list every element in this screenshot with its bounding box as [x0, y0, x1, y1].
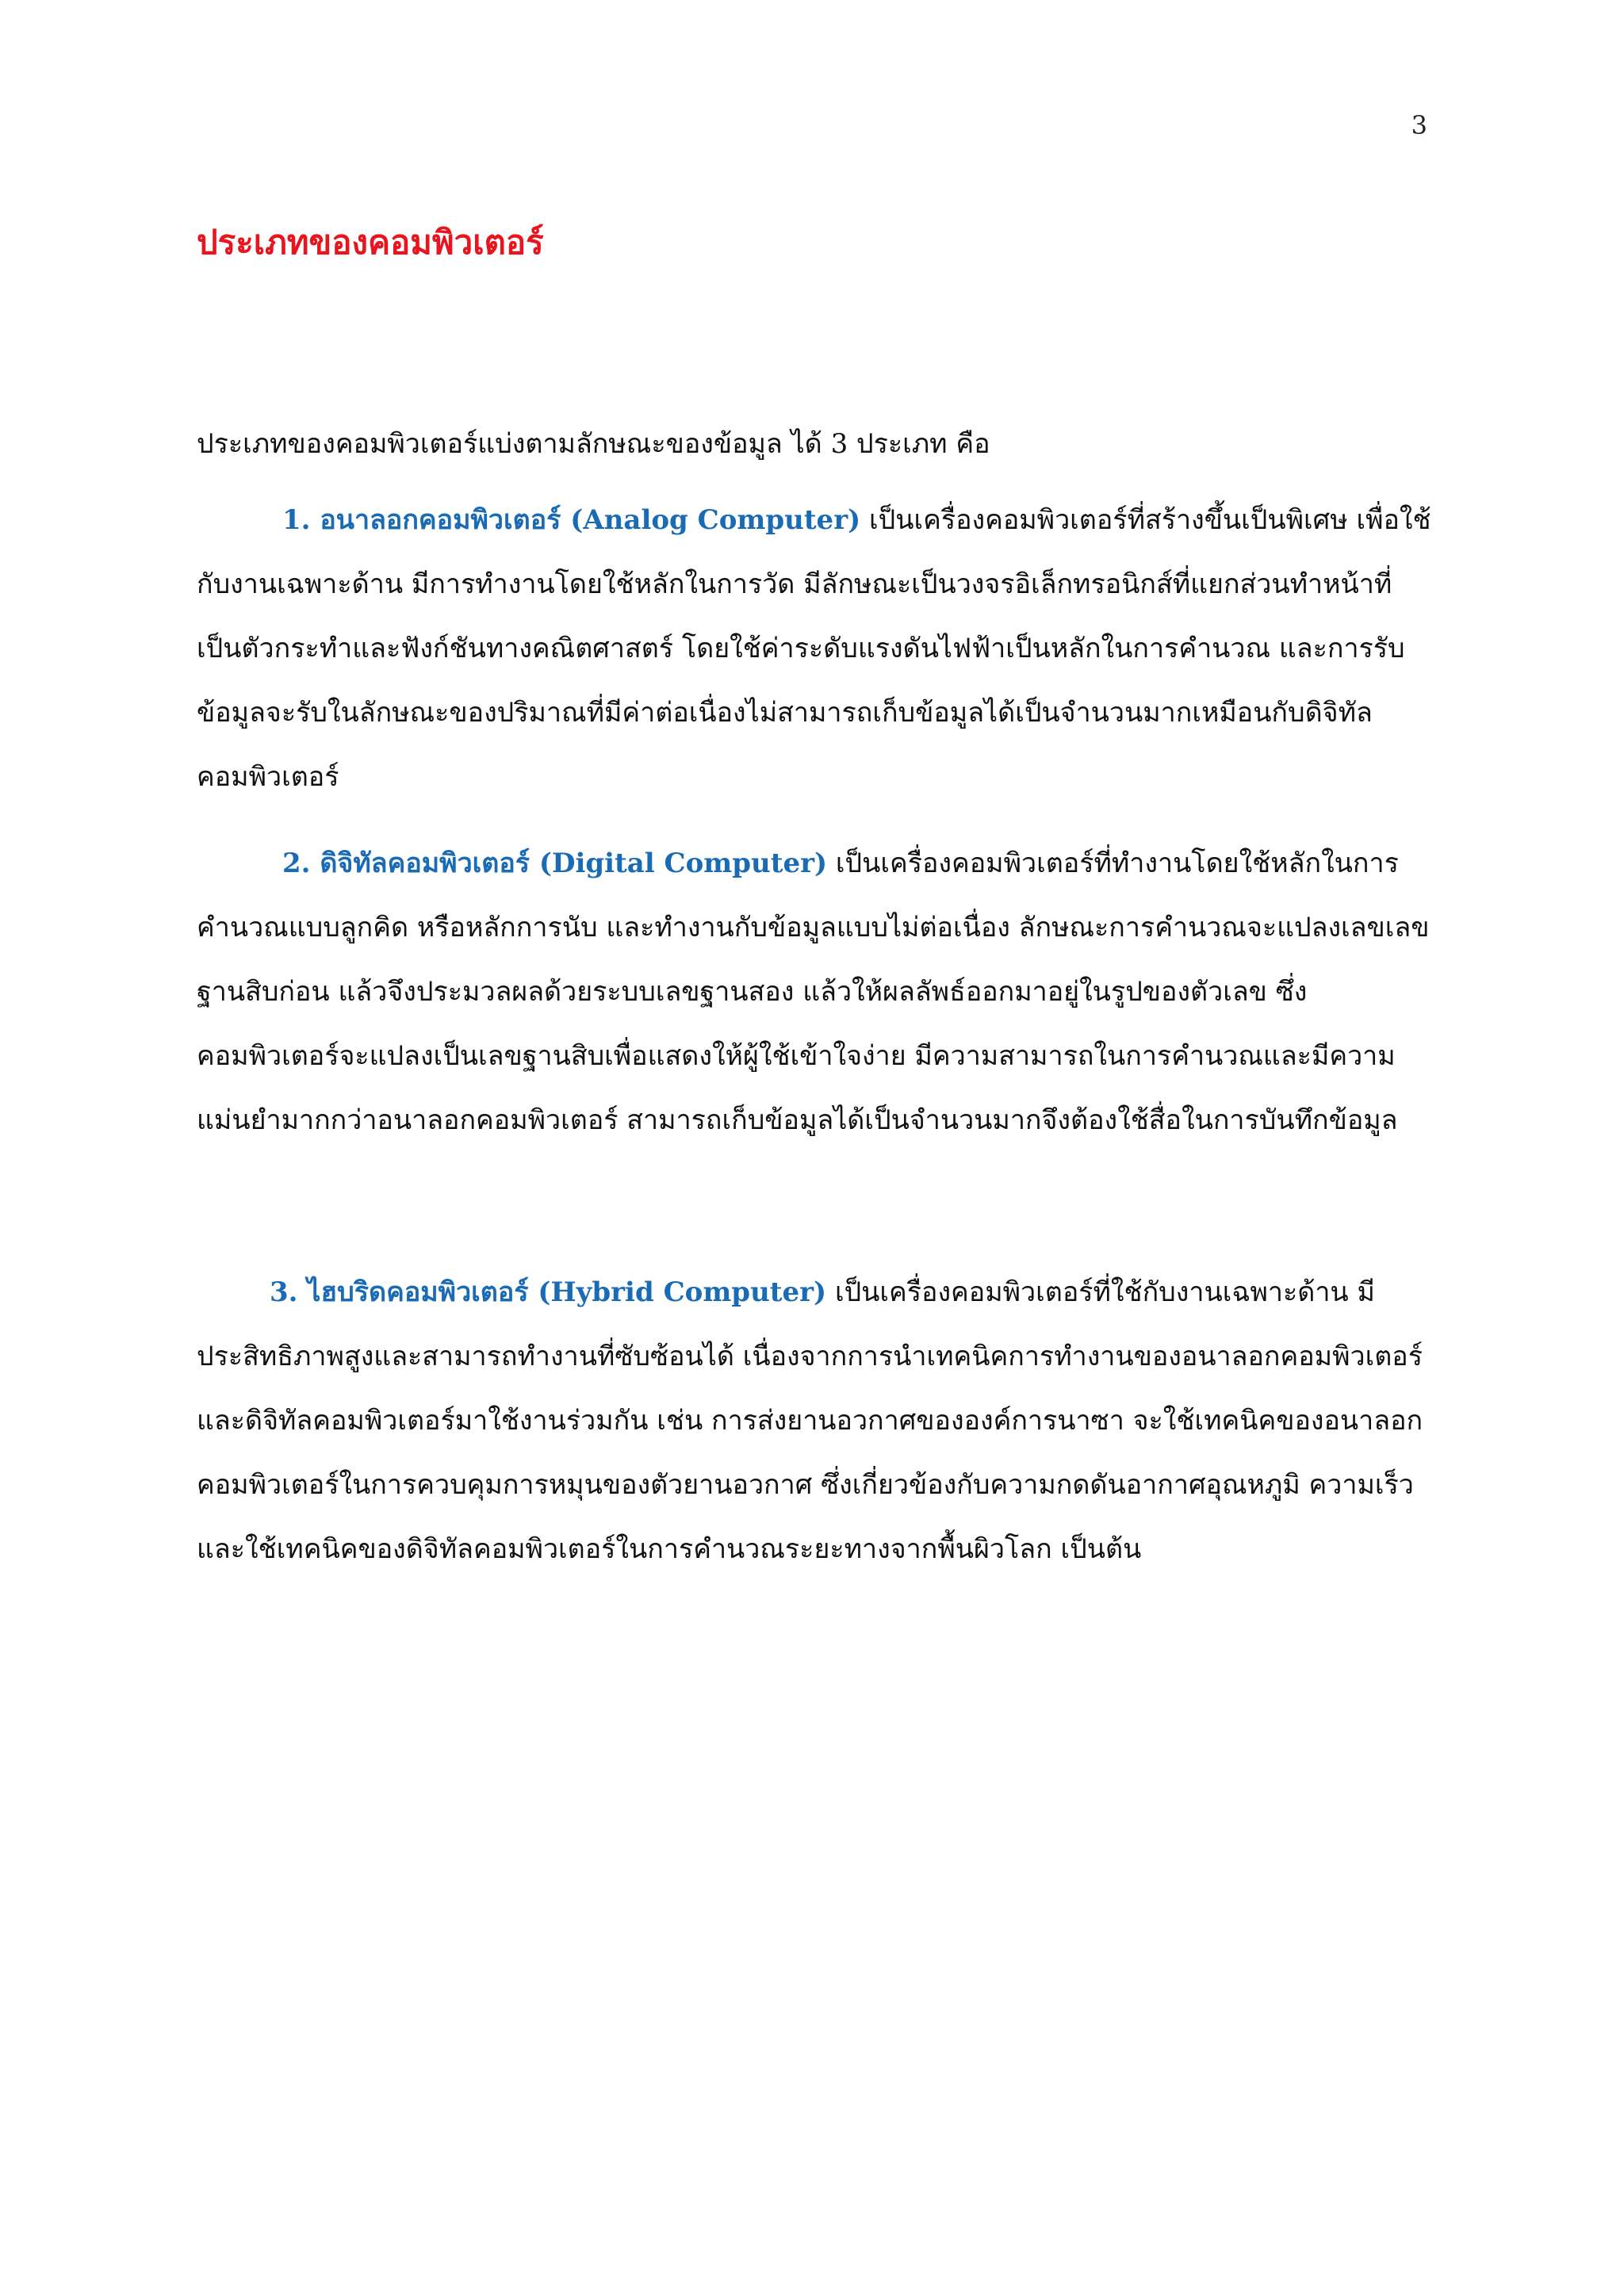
- term-digital-computer: 2. ดิจิทัลคอมพิวเตอร์ (Digital Computer): [282, 848, 828, 879]
- term-analog-computer: 1. อนาลอกคอมพิวเตอร์ (Analog Computer): [282, 504, 861, 536]
- paragraph-analog-computer: [197, 488, 1434, 809]
- description-digital-computer: เป็นเครื่องคอมพิวเตอร์ที่ทำงานโดยใช้หลักในการคำนวณแบบลูกคิด หรือหลักการนับ และทำงานกับข้อมูลแบบไม่ต่อเนื่อง ลักษณะการคำนวณจะแปลงเลขเลขฐานสิบก่อน แล้วจึงประมวลผลด้วยระบบเลขฐานสอง แล้วให้ผลลัพธ์ออกมาอยู่ในรูปของตัวเลข ซึ่งคอมพิวเตอร์จะแปลงเป็นเลขฐานสิบเพื่อแสดงให้ผู้ใช้เข้าใจง่าย มีความสามารถในการคำนวณและมีความแม่นยำมากกว่าอนาลอกคอมพิวเตอร์ สามารถเก็บข้อมูลได้เป็นจำนวนมากจึงต้องใช้สื่อในการบันทึกข้อมูล: [197, 848, 1430, 1136]
- paragraph-hybrid-computer: [197, 1261, 1434, 1582]
- page-number: 3: [1411, 110, 1427, 140]
- term-hybrid-computer: 3. ไฮบริดคอมพิวเตอร์ (Hybrid Computer): [270, 1276, 827, 1308]
- page-title: ประเภทของคอมพิวเตอร์: [197, 223, 544, 262]
- intro-paragraph: ประเภทของคอมพิวเตอร์แบ่งตามลักษณะของข้อมูล ได้ 3 ประเภท คือ: [197, 428, 990, 460]
- description-analog-computer: เป็นเครื่องคอมพิวเตอร์ที่สร้างขึ้นเป็นพิเศษ เพื่อใช้กับงานเฉพาะด้าน มีการทำงานโดยใช้หลักในการวัด มีลักษณะเป็นวงจรอิเล็กทรอนิกส์ที่แยกส่วนทำหน้าที่เป็นตัวกระทำและฟังก์ชันทางคณิตศาสตร์ โดยใช้ค่าระดับแรงดันไฟฟ้าเป็นหลักในการคำนวณ และการรับข้อมูลจะรับในลักษณะของปริมาณที่มีค่าต่อเนื่องไม่สามารถเก็บข้อมูลได้เป็นจำนวนมากเหมือนกับดิจิทัลคอมพิวเตอร์: [197, 504, 1431, 793]
- description-hybrid-computer: เป็นเครื่องคอมพิวเตอร์ที่ใช้กับงานเฉพาะด้าน มีประสิทธิภาพสูงและสามารถทำงานที่ซับซ้อนได้ เนื่องจากการนำเทคนิคการทำงานของอนาลอกคอมพิวเตอร์และดิจิทัลคอมพิวเตอร์มาใช้งานร่วมกัน เช่น การส่งยานอวกาศขององค์การนาซา จะใช้เทคนิคของอนาลอกคอมพิวเตอร์ในการควบคุมการหมุนของตัวยานอวกาศ ซึ่งเกี่ยวข้องกับความกดดันอากาศอุณหภูมิ ความเร็ว และใช้เทคนิคของดิจิทัลคอมพิวเตอร์ในการคำนวณระยะทางจากพื้นผิวโลก เป็นต้น: [197, 1276, 1423, 1565]
- paragraph-digital-computer: [197, 832, 1434, 1153]
